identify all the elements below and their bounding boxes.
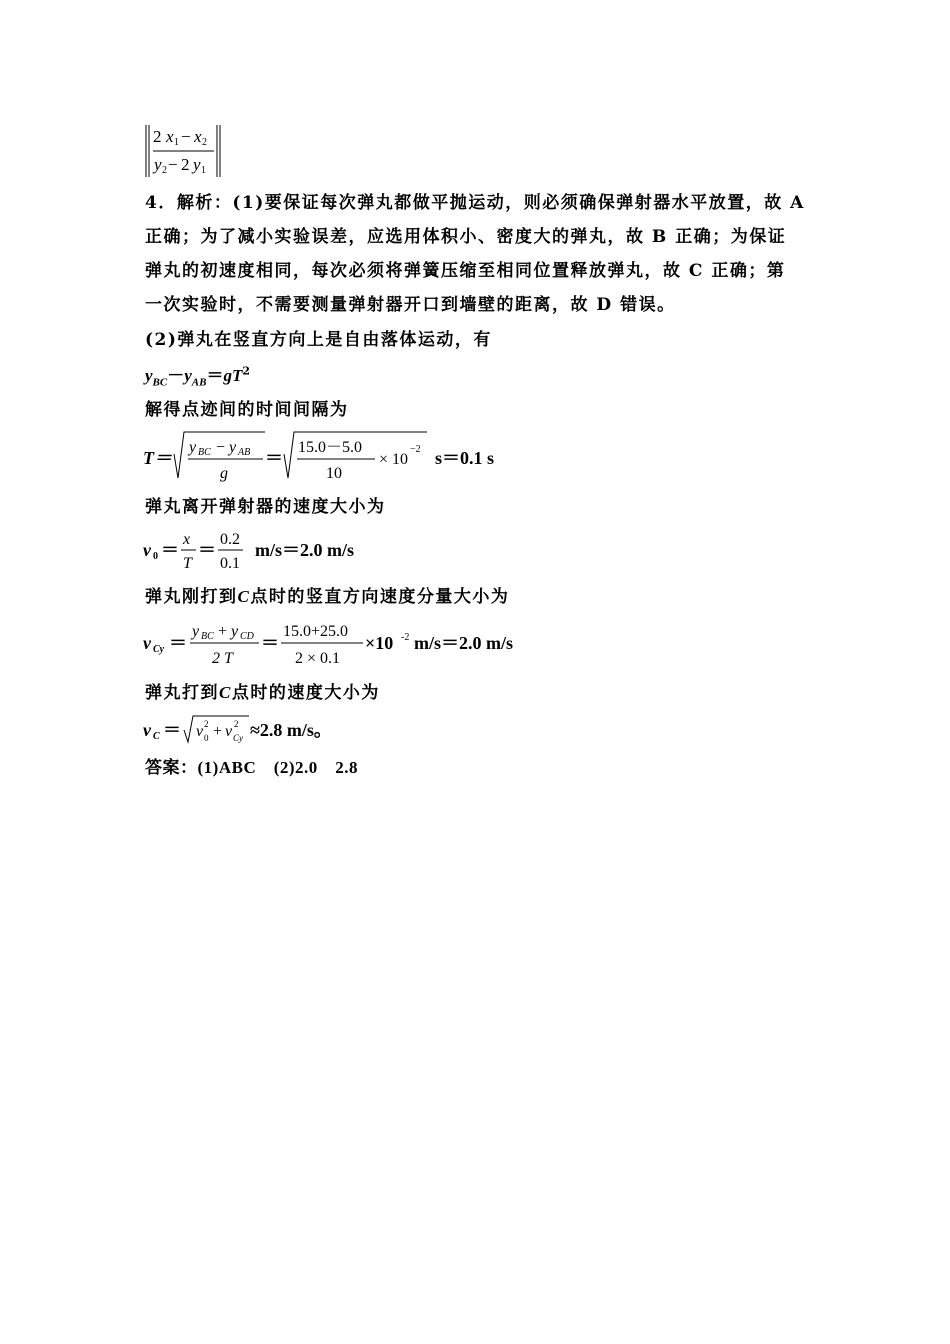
svg-text:−2: −2 xyxy=(410,444,421,455)
svg-text:v: v xyxy=(225,723,233,740)
text-interval: 解得点迹间的时间间隔为 xyxy=(145,400,349,420)
svg-text:−: − xyxy=(216,439,226,456)
svg-text:−: − xyxy=(168,155,178,174)
svg-text:x: x xyxy=(194,127,202,146)
abs-fraction-formula xyxy=(143,122,225,180)
svg-text:×10: ×10 xyxy=(365,633,394,653)
svg-text:v: v xyxy=(196,723,204,740)
svg-text:2 T: 2 T xyxy=(212,650,233,667)
svg-text:2: 2 xyxy=(181,155,190,174)
equation-vertical-velocity xyxy=(143,616,533,670)
equation-free-fall: $y_{BC}-y_{AB}=gT^2$ xyxy=(145,364,251,389)
svg-text:0: 0 xyxy=(153,551,158,562)
svg-text:v: v xyxy=(143,540,151,560)
svg-text:g: g xyxy=(220,465,228,482)
analysis-line-3: 弹丸的初速度相同，每次必须将弹簧压缩至相同位置释放弹丸，故 C 正确；第 xyxy=(145,261,786,281)
svg-text:v: v xyxy=(143,720,151,740)
svg-text:C: C xyxy=(153,731,160,742)
svg-text:＝: ＝ xyxy=(265,448,283,468)
svg-text:y: y xyxy=(192,623,200,640)
svg-text:× 10: × 10 xyxy=(379,451,409,468)
svg-text:2: 2 xyxy=(234,719,239,729)
svg-text:y: y xyxy=(193,155,201,174)
svg-text:0: 0 xyxy=(204,733,209,743)
svg-text:2: 2 xyxy=(202,137,207,148)
svg-text:＝: ＝ xyxy=(161,540,179,560)
svg-text:0.1: 0.1 xyxy=(220,555,240,572)
svg-text:m/s＝2.0 m/s: m/s＝2.0 m/s xyxy=(414,633,513,653)
svg-text:y: y xyxy=(189,439,197,456)
svg-text:10: 10 xyxy=(326,465,342,482)
equation-initial-velocity xyxy=(143,526,373,574)
svg-text:2: 2 xyxy=(162,165,167,176)
analysis-line-2: 正确；为了减小实验误差，应选用体积小、密度大的弹丸，故 B 正确；为保证 xyxy=(145,227,787,247)
svg-text:2: 2 xyxy=(153,127,162,146)
equation-final-velocity xyxy=(143,710,363,750)
svg-text:15.0－5.0: 15.0－5.0 xyxy=(298,439,363,456)
svg-text:2 × 0.1: 2 × 0.1 xyxy=(295,650,341,667)
svg-text:y: y xyxy=(229,439,237,456)
svg-text:x: x xyxy=(166,127,174,146)
svg-text:T: T xyxy=(183,555,192,572)
svg-text:−: − xyxy=(181,127,191,146)
analysis-line-4: 一次实验时，不需要测量弹射器开口到墙壁的距离，故 D 错误。 xyxy=(145,295,676,315)
svg-text:Cy: Cy xyxy=(153,644,165,655)
text-initial-velocity: 弹丸离开弹射器的速度大小为 xyxy=(145,497,386,517)
text-final-velocity: 弹丸打到C点时的速度大小为 xyxy=(145,683,380,703)
svg-text:CD: CD xyxy=(240,631,254,642)
answer-label: 答案： xyxy=(145,758,198,778)
answer-value: (1)ABC (2)2.0 2.8 xyxy=(197,758,359,777)
svg-text:＝: ＝ xyxy=(198,540,216,560)
svg-text:y: y xyxy=(231,623,239,640)
part2-intro: (2)弹丸在竖直方向上是自由落体运动，有 xyxy=(145,330,492,350)
svg-text:AB: AB xyxy=(238,447,251,458)
svg-text:0.2: 0.2 xyxy=(220,531,240,548)
svg-text:≈2.8 m/s。: ≈2.8 m/s。 xyxy=(250,720,332,740)
svg-text:1: 1 xyxy=(201,165,206,176)
svg-text:s＝0.1 s: s＝0.1 s xyxy=(435,448,495,468)
equation-period xyxy=(143,428,513,486)
svg-text:T＝: T＝ xyxy=(143,448,172,468)
svg-text:BC: BC xyxy=(201,631,214,642)
svg-text:-2: -2 xyxy=(401,632,410,643)
answer-line xyxy=(145,757,358,779)
svg-text:＝: ＝ xyxy=(163,720,181,740)
svg-text:2: 2 xyxy=(204,719,209,729)
problem-number: 4． xyxy=(145,193,177,213)
svg-text:+: + xyxy=(213,723,223,740)
svg-text:m/s＝2.0 m/s: m/s＝2.0 m/s xyxy=(255,540,354,560)
svg-text:BC: BC xyxy=(198,447,211,458)
svg-text:Cy: Cy xyxy=(233,733,243,743)
svg-text:＝: ＝ xyxy=(261,633,279,653)
svg-text:y: y xyxy=(154,155,162,174)
text-vertical-velocity: 弹丸刚打到C点时的竖直方向速度分量大小为 xyxy=(145,587,510,607)
analysis-heading: 解析： xyxy=(176,193,233,213)
analysis-line-1: 4．解析：(1)要保证每次弹丸都做平抛运动，则必须确保弹射器水平放置，故 A xyxy=(145,193,805,213)
svg-text:15.0+25.0: 15.0+25.0 xyxy=(283,623,349,640)
svg-text:1: 1 xyxy=(174,137,179,148)
svg-text:v: v xyxy=(143,633,151,653)
svg-text:+: + xyxy=(218,623,228,640)
svg-text:x: x xyxy=(183,531,191,548)
svg-text:＝: ＝ xyxy=(169,633,187,653)
